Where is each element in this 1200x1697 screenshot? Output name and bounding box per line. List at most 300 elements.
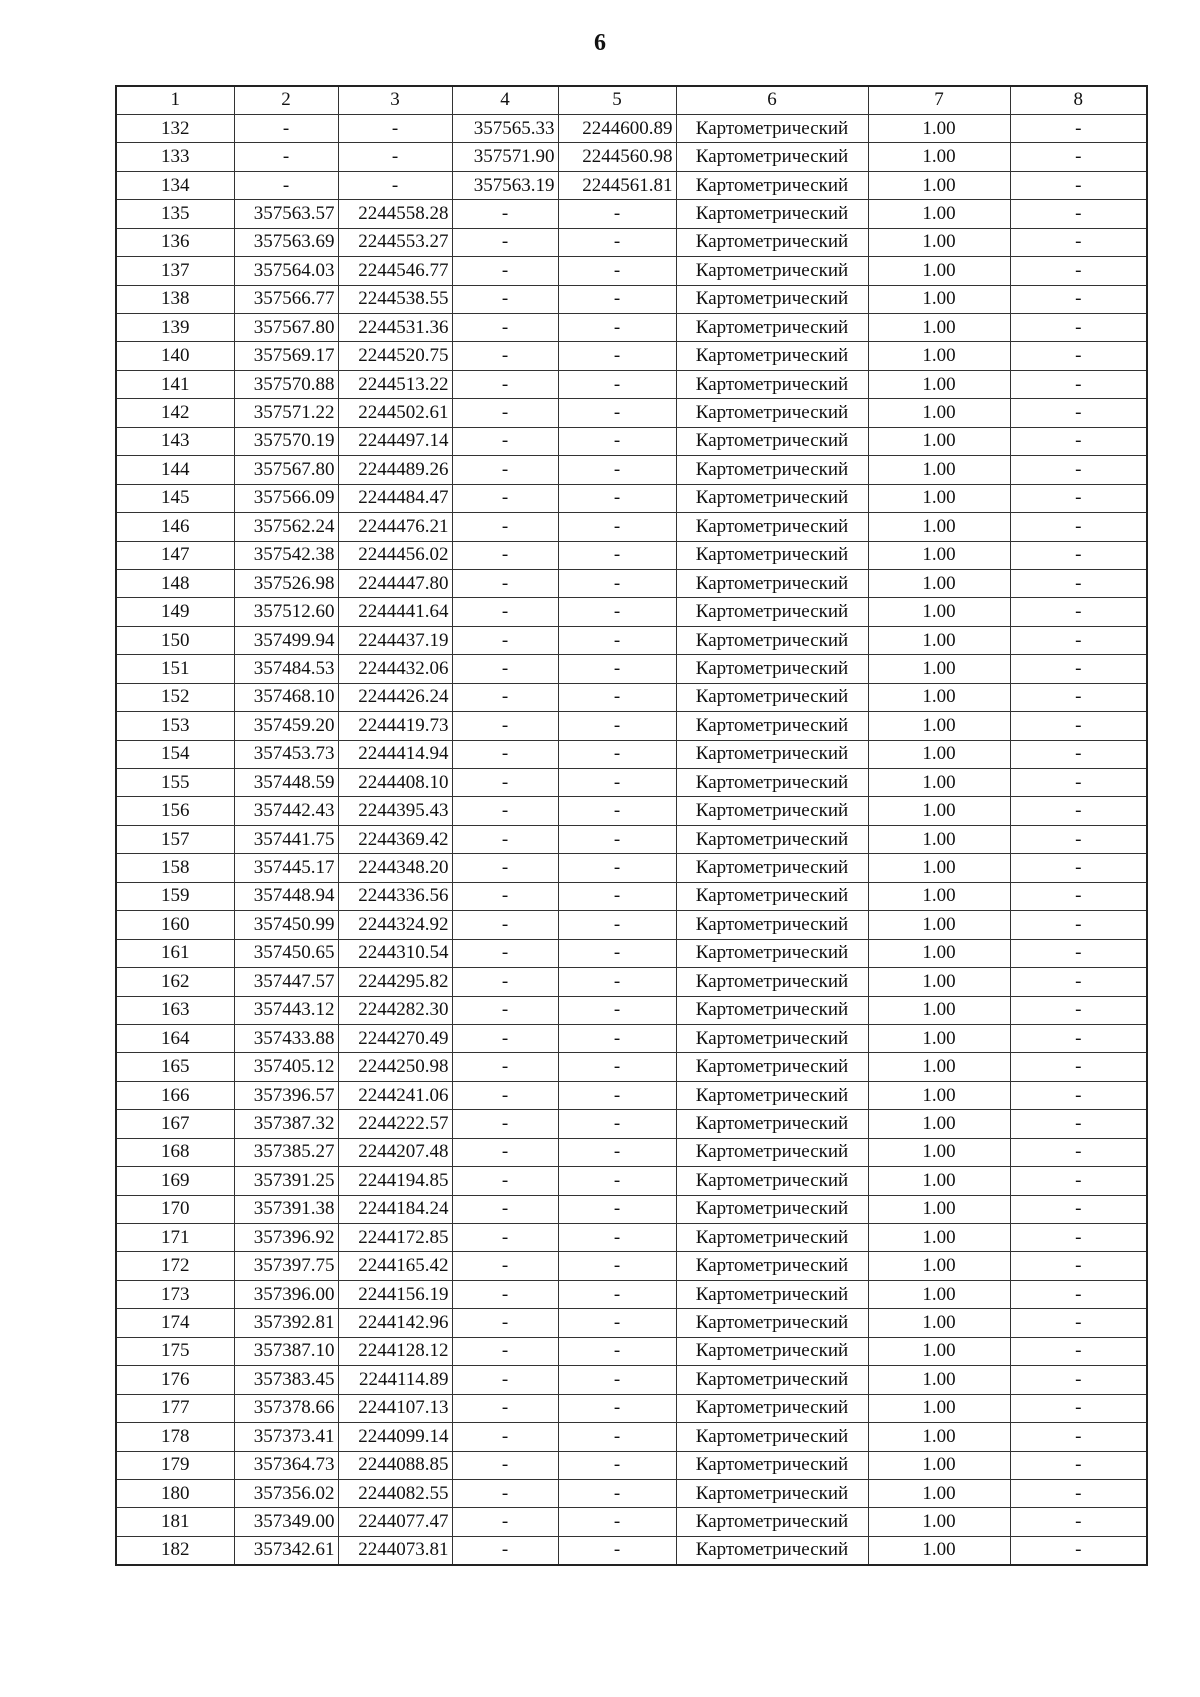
x-new-cell: - xyxy=(452,1337,558,1365)
y-new-cell: - xyxy=(558,996,676,1024)
y-new-cell: - xyxy=(558,1138,676,1166)
y-new-cell: - xyxy=(558,655,676,683)
y-new-cell: - xyxy=(558,456,676,484)
y-new-cell: - xyxy=(558,1479,676,1507)
y-new-cell: - xyxy=(558,825,676,853)
x-old-cell: 357569.17 xyxy=(234,342,338,370)
x-new-cell: - xyxy=(452,825,558,853)
table-row xyxy=(116,1423,1147,1451)
note-cell: - xyxy=(1010,1309,1147,1337)
method-cell: Картометрический xyxy=(676,769,868,797)
accuracy-cell: 1.00 xyxy=(868,1508,1010,1536)
note-cell: - xyxy=(1010,228,1147,256)
x-new-cell: - xyxy=(452,712,558,740)
y-new-cell: - xyxy=(558,1224,676,1252)
table-header xyxy=(116,86,1147,114)
accuracy-cell: 1.00 xyxy=(868,655,1010,683)
accuracy-cell: 1.00 xyxy=(868,740,1010,768)
accuracy-cell: 1.00 xyxy=(868,968,1010,996)
y-new-cell: - xyxy=(558,399,676,427)
y-old-cell: 2244437.19 xyxy=(338,626,452,654)
note-cell: - xyxy=(1010,1394,1147,1422)
x-old-cell: 357397.75 xyxy=(234,1252,338,1280)
point-number-cell: 135 xyxy=(116,200,234,228)
point-number-cell: 150 xyxy=(116,626,234,654)
point-number-cell: 141 xyxy=(116,370,234,398)
x-new-cell: - xyxy=(452,598,558,626)
point-number-cell: 161 xyxy=(116,939,234,967)
note-cell: - xyxy=(1010,1366,1147,1394)
note-cell: - xyxy=(1010,825,1147,853)
table-row xyxy=(116,1252,1147,1280)
table-row xyxy=(116,1053,1147,1081)
table-row xyxy=(116,1195,1147,1223)
accuracy-cell: 1.00 xyxy=(868,427,1010,455)
x-old-cell: 357570.88 xyxy=(234,370,338,398)
accuracy-cell: 1.00 xyxy=(868,598,1010,626)
accuracy-cell: 1.00 xyxy=(868,1081,1010,1109)
point-number-cell: 157 xyxy=(116,825,234,853)
y-new-cell: - xyxy=(558,1110,676,1138)
method-cell: Картометрический xyxy=(676,228,868,256)
x-new-cell: - xyxy=(452,257,558,285)
note-cell: - xyxy=(1010,200,1147,228)
y-old-cell: 2244546.77 xyxy=(338,257,452,285)
y-new-cell: - xyxy=(558,683,676,711)
point-number-cell: 173 xyxy=(116,1280,234,1308)
x-new-cell: - xyxy=(452,285,558,313)
table-body xyxy=(116,114,1147,1564)
table-row xyxy=(116,1394,1147,1422)
table-row xyxy=(116,1451,1147,1479)
x-old-cell: 357450.99 xyxy=(234,911,338,939)
x-old-cell: - xyxy=(234,143,338,171)
y-old-cell: 2244142.96 xyxy=(338,1309,452,1337)
table-row xyxy=(116,1366,1147,1394)
table-row xyxy=(116,655,1147,683)
table-row xyxy=(116,769,1147,797)
accuracy-cell: 1.00 xyxy=(868,1394,1010,1422)
x-old-cell: 357566.09 xyxy=(234,484,338,512)
x-new-cell: - xyxy=(452,854,558,882)
method-cell: Картометрический xyxy=(676,1280,868,1308)
y-old-cell: 2244082.55 xyxy=(338,1479,452,1507)
accuracy-cell: 1.00 xyxy=(868,484,1010,512)
y-new-cell: - xyxy=(558,968,676,996)
note-cell: - xyxy=(1010,257,1147,285)
table-row xyxy=(116,569,1147,597)
y-old-cell: 2244282.30 xyxy=(338,996,452,1024)
y-old-cell: 2244099.14 xyxy=(338,1423,452,1451)
x-old-cell: - xyxy=(234,114,338,142)
y-old-cell: 2244088.85 xyxy=(338,1451,452,1479)
y-new-cell: - xyxy=(558,797,676,825)
point-number-cell: 136 xyxy=(116,228,234,256)
x-old-cell: 357442.43 xyxy=(234,797,338,825)
method-cell: Картометрический xyxy=(676,1138,868,1166)
x-new-cell: - xyxy=(452,1423,558,1451)
note-cell: - xyxy=(1010,1451,1147,1479)
method-cell: Картометрический xyxy=(676,541,868,569)
method-cell: Картометрический xyxy=(676,939,868,967)
x-old-cell: 357378.66 xyxy=(234,1394,338,1422)
point-number-cell: 138 xyxy=(116,285,234,313)
x-new-cell: - xyxy=(452,1138,558,1166)
point-number-cell: 178 xyxy=(116,1423,234,1451)
point-number-cell: 177 xyxy=(116,1394,234,1422)
y-old-cell: 2244172.85 xyxy=(338,1224,452,1252)
x-new-cell: - xyxy=(452,1479,558,1507)
table-row xyxy=(116,683,1147,711)
table-header-row xyxy=(116,86,1147,114)
accuracy-cell: 1.00 xyxy=(868,1252,1010,1280)
method-cell: Картометрический xyxy=(676,200,868,228)
method-cell: Картометрический xyxy=(676,1366,868,1394)
note-cell: - xyxy=(1010,1423,1147,1451)
table-row xyxy=(116,712,1147,740)
method-cell: Картометрический xyxy=(676,598,868,626)
y-old-cell: 2244270.49 xyxy=(338,1024,452,1052)
method-cell: Картометрический xyxy=(676,882,868,910)
y-new-cell: - xyxy=(558,1053,676,1081)
note-cell: - xyxy=(1010,598,1147,626)
accuracy-cell: 1.00 xyxy=(868,1138,1010,1166)
accuracy-cell: 1.00 xyxy=(868,285,1010,313)
column-header-7: 7 xyxy=(868,86,1010,114)
table-row xyxy=(116,1337,1147,1365)
method-cell: Картометрический xyxy=(676,854,868,882)
y-new-cell: - xyxy=(558,939,676,967)
y-old-cell: 2244114.89 xyxy=(338,1366,452,1394)
y-old-cell: - xyxy=(338,114,452,142)
note-cell: - xyxy=(1010,712,1147,740)
coordinates-table xyxy=(115,85,1148,1566)
y-old-cell: 2244073.81 xyxy=(338,1536,452,1564)
y-old-cell: 2244241.06 xyxy=(338,1081,452,1109)
x-new-cell: - xyxy=(452,569,558,597)
x-new-cell: - xyxy=(452,1451,558,1479)
table-row xyxy=(116,1081,1147,1109)
note-cell: - xyxy=(1010,1138,1147,1166)
table-row xyxy=(116,968,1147,996)
x-old-cell: 357564.03 xyxy=(234,257,338,285)
table-row xyxy=(116,1536,1147,1564)
method-cell: Картометрический xyxy=(676,171,868,199)
y-new-cell: - xyxy=(558,1394,676,1422)
y-old-cell: 2244531.36 xyxy=(338,314,452,342)
x-old-cell: 357566.77 xyxy=(234,285,338,313)
note-cell: - xyxy=(1010,626,1147,654)
x-new-cell: - xyxy=(452,228,558,256)
y-old-cell: 2244295.82 xyxy=(338,968,452,996)
accuracy-cell: 1.00 xyxy=(868,456,1010,484)
accuracy-cell: 1.00 xyxy=(868,513,1010,541)
method-cell: Картометрический xyxy=(676,1508,868,1536)
method-cell: Картометрический xyxy=(676,370,868,398)
x-old-cell: 357512.60 xyxy=(234,598,338,626)
y-new-cell: - xyxy=(558,1423,676,1451)
x-old-cell: - xyxy=(234,171,338,199)
x-old-cell: 357567.80 xyxy=(234,314,338,342)
point-number-cell: 168 xyxy=(116,1138,234,1166)
method-cell: Картометрический xyxy=(676,1024,868,1052)
x-old-cell: 357433.88 xyxy=(234,1024,338,1052)
table-row xyxy=(116,200,1147,228)
table-row xyxy=(116,114,1147,142)
point-number-cell: 153 xyxy=(116,712,234,740)
x-new-cell: - xyxy=(452,1081,558,1109)
y-old-cell: 2244414.94 xyxy=(338,740,452,768)
y-old-cell: 2244456.02 xyxy=(338,541,452,569)
y-old-cell: 2244476.21 xyxy=(338,513,452,541)
point-number-cell: 137 xyxy=(116,257,234,285)
point-number-cell: 174 xyxy=(116,1309,234,1337)
note-cell: - xyxy=(1010,1280,1147,1308)
y-new-cell: - xyxy=(558,513,676,541)
point-number-cell: 163 xyxy=(116,996,234,1024)
x-new-cell: - xyxy=(452,996,558,1024)
y-new-cell: - xyxy=(558,1536,676,1564)
table-row xyxy=(116,484,1147,512)
x-old-cell: 357373.41 xyxy=(234,1423,338,1451)
x-new-cell: - xyxy=(452,1024,558,1052)
point-number-cell: 175 xyxy=(116,1337,234,1365)
table-row xyxy=(116,342,1147,370)
point-number-cell: 144 xyxy=(116,456,234,484)
accuracy-cell: 1.00 xyxy=(868,228,1010,256)
table-row xyxy=(116,513,1147,541)
x-new-cell: - xyxy=(452,1167,558,1195)
note-cell: - xyxy=(1010,399,1147,427)
x-old-cell: 357447.57 xyxy=(234,968,338,996)
x-old-cell: 357405.12 xyxy=(234,1053,338,1081)
method-cell: Картометрический xyxy=(676,740,868,768)
table-row xyxy=(116,598,1147,626)
y-old-cell: 2244447.80 xyxy=(338,569,452,597)
table-row xyxy=(116,854,1147,882)
note-cell: - xyxy=(1010,797,1147,825)
method-cell: Картометрический xyxy=(676,1053,868,1081)
y-new-cell: - xyxy=(558,370,676,398)
x-new-cell: - xyxy=(452,484,558,512)
point-number-cell: 148 xyxy=(116,569,234,597)
x-new-cell: - xyxy=(452,1224,558,1252)
method-cell: Картометрический xyxy=(676,1309,868,1337)
y-old-cell: 2244077.47 xyxy=(338,1508,452,1536)
accuracy-cell: 1.00 xyxy=(868,626,1010,654)
x-new-cell: - xyxy=(452,342,558,370)
point-number-cell: 176 xyxy=(116,1366,234,1394)
y-old-cell: 2244520.75 xyxy=(338,342,452,370)
point-number-cell: 181 xyxy=(116,1508,234,1536)
x-new-cell: 357563.19 xyxy=(452,171,558,199)
y-old-cell: 2244222.57 xyxy=(338,1110,452,1138)
y-old-cell: 2244156.19 xyxy=(338,1280,452,1308)
note-cell: - xyxy=(1010,683,1147,711)
method-cell: Картометрический xyxy=(676,513,868,541)
table-row xyxy=(116,996,1147,1024)
x-old-cell: 357349.00 xyxy=(234,1508,338,1536)
accuracy-cell: 1.00 xyxy=(868,939,1010,967)
x-new-cell: - xyxy=(452,968,558,996)
x-new-cell: - xyxy=(452,427,558,455)
point-number-cell: 156 xyxy=(116,797,234,825)
note-cell: - xyxy=(1010,342,1147,370)
y-old-cell: 2244489.26 xyxy=(338,456,452,484)
y-new-cell: - xyxy=(558,1195,676,1223)
y-old-cell: 2244553.27 xyxy=(338,228,452,256)
table-row xyxy=(116,740,1147,768)
x-old-cell: 357542.38 xyxy=(234,541,338,569)
y-new-cell: - xyxy=(558,1081,676,1109)
note-cell: - xyxy=(1010,484,1147,512)
note-cell: - xyxy=(1010,740,1147,768)
y-new-cell: - xyxy=(558,569,676,597)
y-old-cell: 2244441.64 xyxy=(338,598,452,626)
x-old-cell: 357391.25 xyxy=(234,1167,338,1195)
x-new-cell: - xyxy=(452,314,558,342)
table-row xyxy=(116,626,1147,654)
x-old-cell: 357387.10 xyxy=(234,1337,338,1365)
method-cell: Картометрический xyxy=(676,911,868,939)
note-cell: - xyxy=(1010,143,1147,171)
table-row xyxy=(116,797,1147,825)
x-old-cell: 357563.69 xyxy=(234,228,338,256)
x-old-cell: 357387.32 xyxy=(234,1110,338,1138)
point-number-cell: 155 xyxy=(116,769,234,797)
x-old-cell: 357448.94 xyxy=(234,882,338,910)
accuracy-cell: 1.00 xyxy=(868,342,1010,370)
accuracy-cell: 1.00 xyxy=(868,114,1010,142)
method-cell: Картометрический xyxy=(676,1081,868,1109)
column-header-8: 8 xyxy=(1010,86,1147,114)
y-new-cell: - xyxy=(558,882,676,910)
column-header-3: 3 xyxy=(338,86,452,114)
point-number-cell: 179 xyxy=(116,1451,234,1479)
x-new-cell: - xyxy=(452,769,558,797)
x-new-cell: - xyxy=(452,740,558,768)
y-new-cell: 2244560.98 xyxy=(558,143,676,171)
method-cell: Картометрический xyxy=(676,996,868,1024)
column-header-1: 1 xyxy=(116,86,234,114)
point-number-cell: 143 xyxy=(116,427,234,455)
method-cell: Картометрический xyxy=(676,1167,868,1195)
accuracy-cell: 1.00 xyxy=(868,1366,1010,1394)
method-cell: Картометрический xyxy=(676,569,868,597)
method-cell: Картометрический xyxy=(676,797,868,825)
x-new-cell: - xyxy=(452,1508,558,1536)
note-cell: - xyxy=(1010,1508,1147,1536)
accuracy-cell: 1.00 xyxy=(868,996,1010,1024)
x-old-cell: 357391.38 xyxy=(234,1195,338,1223)
point-number-cell: 170 xyxy=(116,1195,234,1223)
y-new-cell: - xyxy=(558,769,676,797)
x-old-cell: 357443.12 xyxy=(234,996,338,1024)
y-old-cell: 2244432.06 xyxy=(338,655,452,683)
x-old-cell: 357396.57 xyxy=(234,1081,338,1109)
note-cell: - xyxy=(1010,1479,1147,1507)
x-new-cell: - xyxy=(452,1394,558,1422)
accuracy-cell: 1.00 xyxy=(868,1195,1010,1223)
column-header-2: 2 xyxy=(234,86,338,114)
method-cell: Картометрический xyxy=(676,285,868,313)
y-old-cell: 2244513.22 xyxy=(338,370,452,398)
note-cell: - xyxy=(1010,171,1147,199)
x-new-cell: - xyxy=(452,939,558,967)
note-cell: - xyxy=(1010,996,1147,1024)
note-cell: - xyxy=(1010,427,1147,455)
accuracy-cell: 1.00 xyxy=(868,854,1010,882)
x-new-cell: - xyxy=(452,1366,558,1394)
y-new-cell: - xyxy=(558,1366,676,1394)
x-old-cell: 357364.73 xyxy=(234,1451,338,1479)
accuracy-cell: 1.00 xyxy=(868,1280,1010,1308)
y-new-cell: - xyxy=(558,541,676,569)
x-old-cell: 357459.20 xyxy=(234,712,338,740)
accuracy-cell: 1.00 xyxy=(868,370,1010,398)
accuracy-cell: 1.00 xyxy=(868,143,1010,171)
point-number-cell: 140 xyxy=(116,342,234,370)
method-cell: Картометрический xyxy=(676,1394,868,1422)
table-row xyxy=(116,1167,1147,1195)
y-old-cell: 2244336.56 xyxy=(338,882,452,910)
note-cell: - xyxy=(1010,968,1147,996)
method-cell: Картометрический xyxy=(676,257,868,285)
x-new-cell: - xyxy=(452,1252,558,1280)
y-new-cell: - xyxy=(558,257,676,285)
point-number-cell: 147 xyxy=(116,541,234,569)
note-cell: - xyxy=(1010,1536,1147,1564)
accuracy-cell: 1.00 xyxy=(868,1224,1010,1252)
method-cell: Картометрический xyxy=(676,1224,868,1252)
y-new-cell: - xyxy=(558,1337,676,1365)
note-cell: - xyxy=(1010,541,1147,569)
accuracy-cell: 1.00 xyxy=(868,797,1010,825)
note-cell: - xyxy=(1010,1053,1147,1081)
point-number-cell: 158 xyxy=(116,854,234,882)
point-number-cell: 180 xyxy=(116,1479,234,1507)
y-old-cell: 2244250.98 xyxy=(338,1053,452,1081)
y-old-cell: 2244502.61 xyxy=(338,399,452,427)
accuracy-cell: 1.00 xyxy=(868,1423,1010,1451)
point-number-cell: 132 xyxy=(116,114,234,142)
y-new-cell: 2244600.89 xyxy=(558,114,676,142)
x-new-cell: - xyxy=(452,655,558,683)
table-row xyxy=(116,911,1147,939)
method-cell: Картометрический xyxy=(676,825,868,853)
table-row xyxy=(116,882,1147,910)
y-new-cell: - xyxy=(558,740,676,768)
point-number-cell: 133 xyxy=(116,143,234,171)
x-new-cell: - xyxy=(452,911,558,939)
point-number-cell: 169 xyxy=(116,1167,234,1195)
y-new-cell: - xyxy=(558,626,676,654)
x-new-cell: 357571.90 xyxy=(452,143,558,171)
y-new-cell: - xyxy=(558,427,676,455)
y-new-cell: - xyxy=(558,598,676,626)
note-cell: - xyxy=(1010,1337,1147,1365)
point-number-cell: 167 xyxy=(116,1110,234,1138)
note-cell: - xyxy=(1010,370,1147,398)
x-new-cell: - xyxy=(452,1309,558,1337)
point-number-cell: 142 xyxy=(116,399,234,427)
x-new-cell: - xyxy=(452,456,558,484)
point-number-cell: 165 xyxy=(116,1053,234,1081)
y-new-cell: - xyxy=(558,314,676,342)
method-cell: Картометрический xyxy=(676,143,868,171)
point-number-cell: 149 xyxy=(116,598,234,626)
accuracy-cell: 1.00 xyxy=(868,911,1010,939)
